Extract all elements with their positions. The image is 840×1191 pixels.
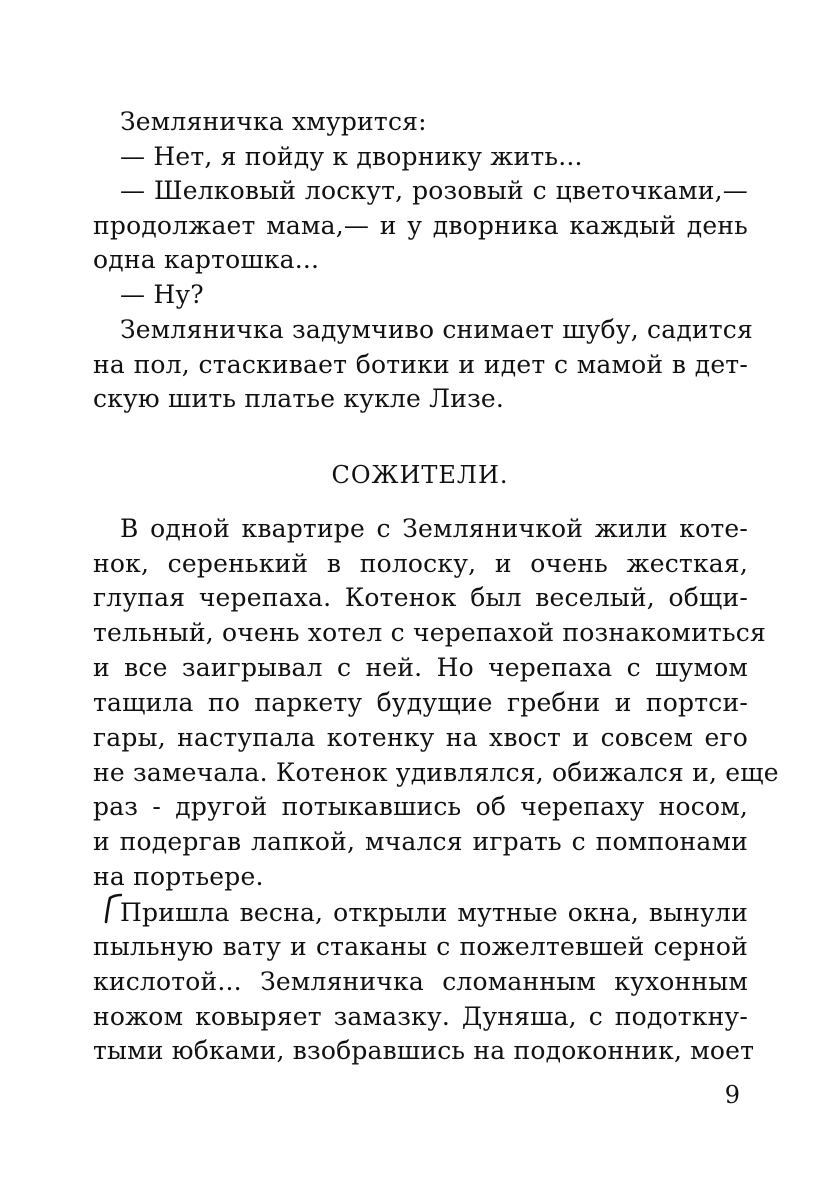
text-line: ножом ковыряет замазку. Дуняша, с подоткну- xyxy=(93,1002,748,1031)
text-line: не замечала. Котенок удивлялся, обижался и, еще xyxy=(93,758,779,787)
text-line: тельный, очень хотел с черепахой познакомиться xyxy=(93,618,766,647)
text-line: пыльную вату и стаканы с пожелтевшей серной xyxy=(93,932,748,961)
text-line: и подергав лапкой, мчался играть с помпонами xyxy=(93,827,748,856)
text-line: Земляничка хмурится: xyxy=(120,107,427,136)
text-line: на портьере. xyxy=(93,862,264,891)
text-line: тыми юбками, взобравшись на подоконник, моет xyxy=(93,1036,755,1065)
text-line: В одной квартире с Земляничкой жили котe- xyxy=(120,514,748,543)
text-line: скую шить платье кукле Лизе. xyxy=(93,384,505,413)
text-line: тащила по паркету будущие гребни и портси- xyxy=(93,688,748,717)
text-line: раз - другой потыкавшись об черепаху носом, xyxy=(93,792,748,821)
text-line: Земляничка задумчиво снимает шубу, садится xyxy=(120,315,753,344)
page-number: 9 xyxy=(724,1081,740,1109)
text-line: на пол, стаскивает ботики и идет с мамой в дет- xyxy=(93,350,748,379)
text-line: — Ну? xyxy=(120,280,204,309)
text-line: и все заигрывал с ней. Но черепаха с шумом xyxy=(93,653,748,682)
text-line: — Шелковый лоскут, розовый с цветочками,— xyxy=(120,176,748,205)
handwritten-mark-icon xyxy=(100,892,122,926)
text-line: гары, наступала котенку на хвост и совсем его xyxy=(93,723,748,752)
text-line: Пришла весна, открыли мутные окна, вынули xyxy=(120,898,748,927)
text-line: кислотой... Земляничка сломанным кухонным xyxy=(93,967,748,996)
text-line: продолжает мама,— и у дворника каждый день xyxy=(93,211,748,240)
text-line: нок, серенький в полоску, и очень жесткая, xyxy=(93,549,748,578)
text-line: — Нет, я пойду к дворнику жить... xyxy=(120,142,583,171)
section-heading: СОЖИТЕЛИ. xyxy=(331,461,509,489)
text-line: одна картошка... xyxy=(93,245,320,274)
text-line: глупая черепаха. Котенок был веселый, общи- xyxy=(93,583,748,612)
